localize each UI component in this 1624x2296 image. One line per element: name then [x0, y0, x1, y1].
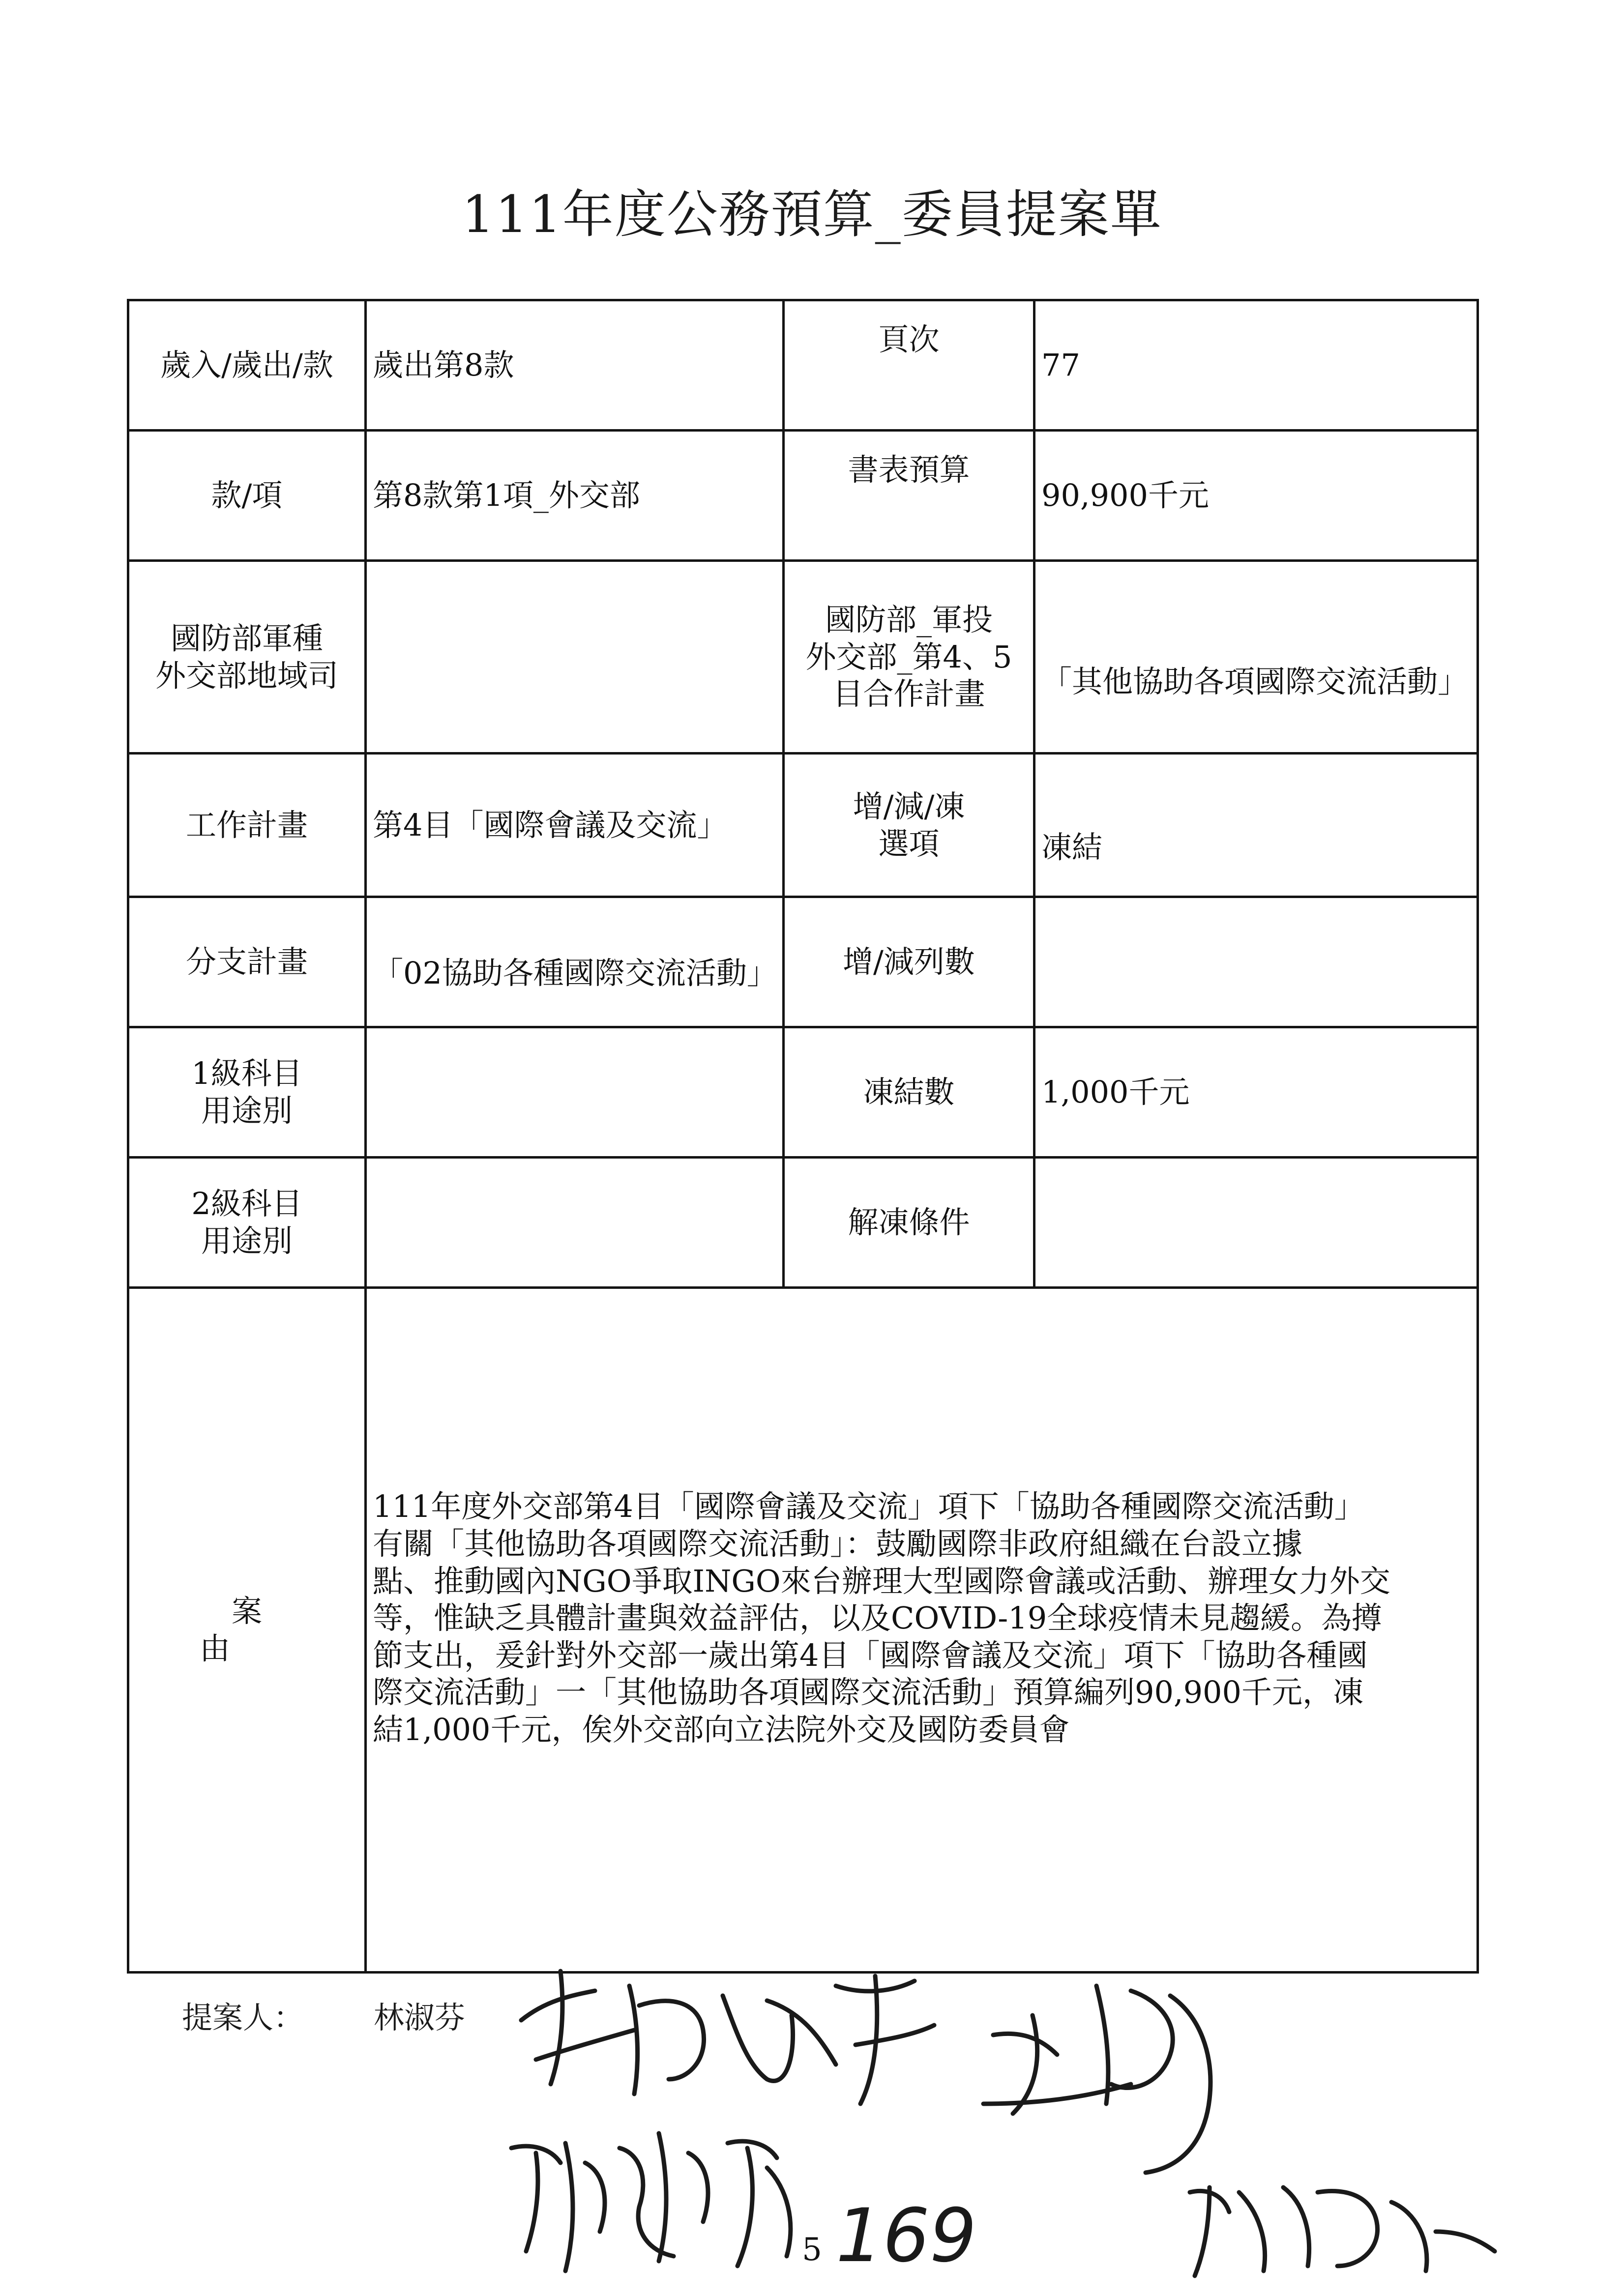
value-level1-subject	[366, 1027, 784, 1158]
label-action-option-line2: 選項	[878, 825, 940, 862]
label-work-plan: 工作計畫	[128, 754, 366, 897]
signature-stroke	[629, 1986, 704, 2094]
label-cooperation-plan-line3: 目合作計畫	[832, 676, 985, 712]
value-change-amount	[1034, 897, 1478, 1027]
value-level2-subject	[366, 1158, 784, 1288]
label-cooperation-plan-line2: 外交部_第4、5	[805, 639, 1012, 675]
label-item: 款/項	[128, 431, 366, 561]
proposer-label: 提案人：	[182, 2000, 304, 2035]
signature-stroke	[521, 1971, 634, 2084]
reason-line: 結1,000千元，俟外交部向立法院外交及國防委員會	[373, 1712, 1070, 1748]
label-level2-subject-line1: 2級科目	[191, 1186, 302, 1222]
row-reason	[128, 1288, 1478, 1973]
value-work-plan: 第4目「國際會議及交流」	[366, 754, 784, 897]
reason-line: 節支出，爰針對外交部一歲出第4目「國際會議及交流」項下「協助各種國	[373, 1637, 1368, 1673]
label-level1-subject-line2: 用途別	[201, 1093, 293, 1129]
row-department	[128, 561, 1478, 754]
label-action-option-line1: 增/減/凍	[853, 788, 965, 824]
value-frozen-amount: 1,000千元	[1034, 1027, 1478, 1158]
row-level2-subject	[128, 1158, 1478, 1288]
signature-stroke	[1096, 1986, 1211, 2173]
label-sub-plan: 分支計畫	[128, 897, 366, 1027]
value-page: 77	[1034, 300, 1478, 431]
label-frozen-amount: 凍結數	[784, 1027, 1034, 1158]
label-page: 頁次	[784, 300, 1034, 431]
signature-stroke	[723, 1996, 836, 2081]
row-level1-subject	[128, 1027, 1478, 1158]
label-level2-subject-line2: 用途別	[201, 1223, 293, 1259]
label-level1-subject	[128, 1027, 366, 1158]
reason-line: 際交流活動」一「其他協助各項國際交流活動」預算編列90,900千元，凍	[373, 1674, 1363, 1711]
label-department-line2: 外交部地域司	[155, 657, 338, 694]
reason-line: 111年度外交部第4目「國際會議及交流」項下「協助各種國際交流活動」	[373, 1488, 1365, 1525]
label-change-amount: 增/減列數	[784, 897, 1034, 1027]
value-department	[366, 561, 784, 754]
label-statement-budget: 書表預算	[784, 431, 1034, 561]
form-title: 111年度公務預算_委員提案單	[462, 184, 1162, 244]
value-cooperation-plan: 「其他協助各項國際交流活動」	[1034, 561, 1478, 754]
row-item	[128, 431, 1478, 561]
proposal-form-table	[127, 299, 1479, 1974]
label-level1-subject-line1: 1級科目	[191, 1055, 302, 1092]
label-unfreeze-condition: 解凍條件	[784, 1158, 1034, 1288]
reason-line: 點、推動國內NGO爭取INGO來台辦理大型國際會議或活動、辦理女力外交	[373, 1563, 1390, 1599]
value-unfreeze-condition	[1034, 1158, 1478, 1288]
value-statement-budget: 90,900千元	[1034, 431, 1478, 561]
row-sub-plan	[128, 897, 1478, 1027]
handwritten-number: 169	[836, 2193, 977, 2279]
proposer-name: 林淑芬	[374, 2000, 466, 2035]
signature-stroke	[836, 1976, 934, 2104]
label-department-line1: 國防部軍種	[170, 620, 323, 656]
value-action-option: 凍結	[1034, 754, 1478, 897]
label-action-option	[784, 754, 1034, 897]
label-reason: 案由	[128, 1288, 366, 1973]
reason-lines	[373, 1488, 1471, 1748]
reason-line: 等，惟缺乏具體計畫與效益評估，以及COVID-19全球疫情未見趨緩。為撙	[373, 1600, 1383, 1636]
row-budget-section	[128, 300, 1478, 431]
label-cooperation-plan-line1: 國防部_軍投	[825, 602, 993, 638]
label-department	[128, 561, 366, 754]
label-budget-section: 歲入/歲出/款	[128, 300, 366, 431]
reason-text	[366, 1288, 1478, 1973]
label-cooperation-plan	[784, 561, 1034, 754]
value-budget-section: 歲出第8款	[366, 300, 784, 431]
reason-line: 有關「其他協助各項國際交流活動」：鼓勵國際非政府組織在台設立據	[373, 1525, 1303, 1562]
value-item: 第8款第1項_外交部	[366, 431, 784, 561]
label-level2-subject	[128, 1158, 366, 1288]
page-number: 5	[802, 2232, 822, 2268]
value-sub-plan: 「02協助各種國際交流活動」	[366, 897, 784, 1027]
row-work-plan	[128, 754, 1478, 897]
